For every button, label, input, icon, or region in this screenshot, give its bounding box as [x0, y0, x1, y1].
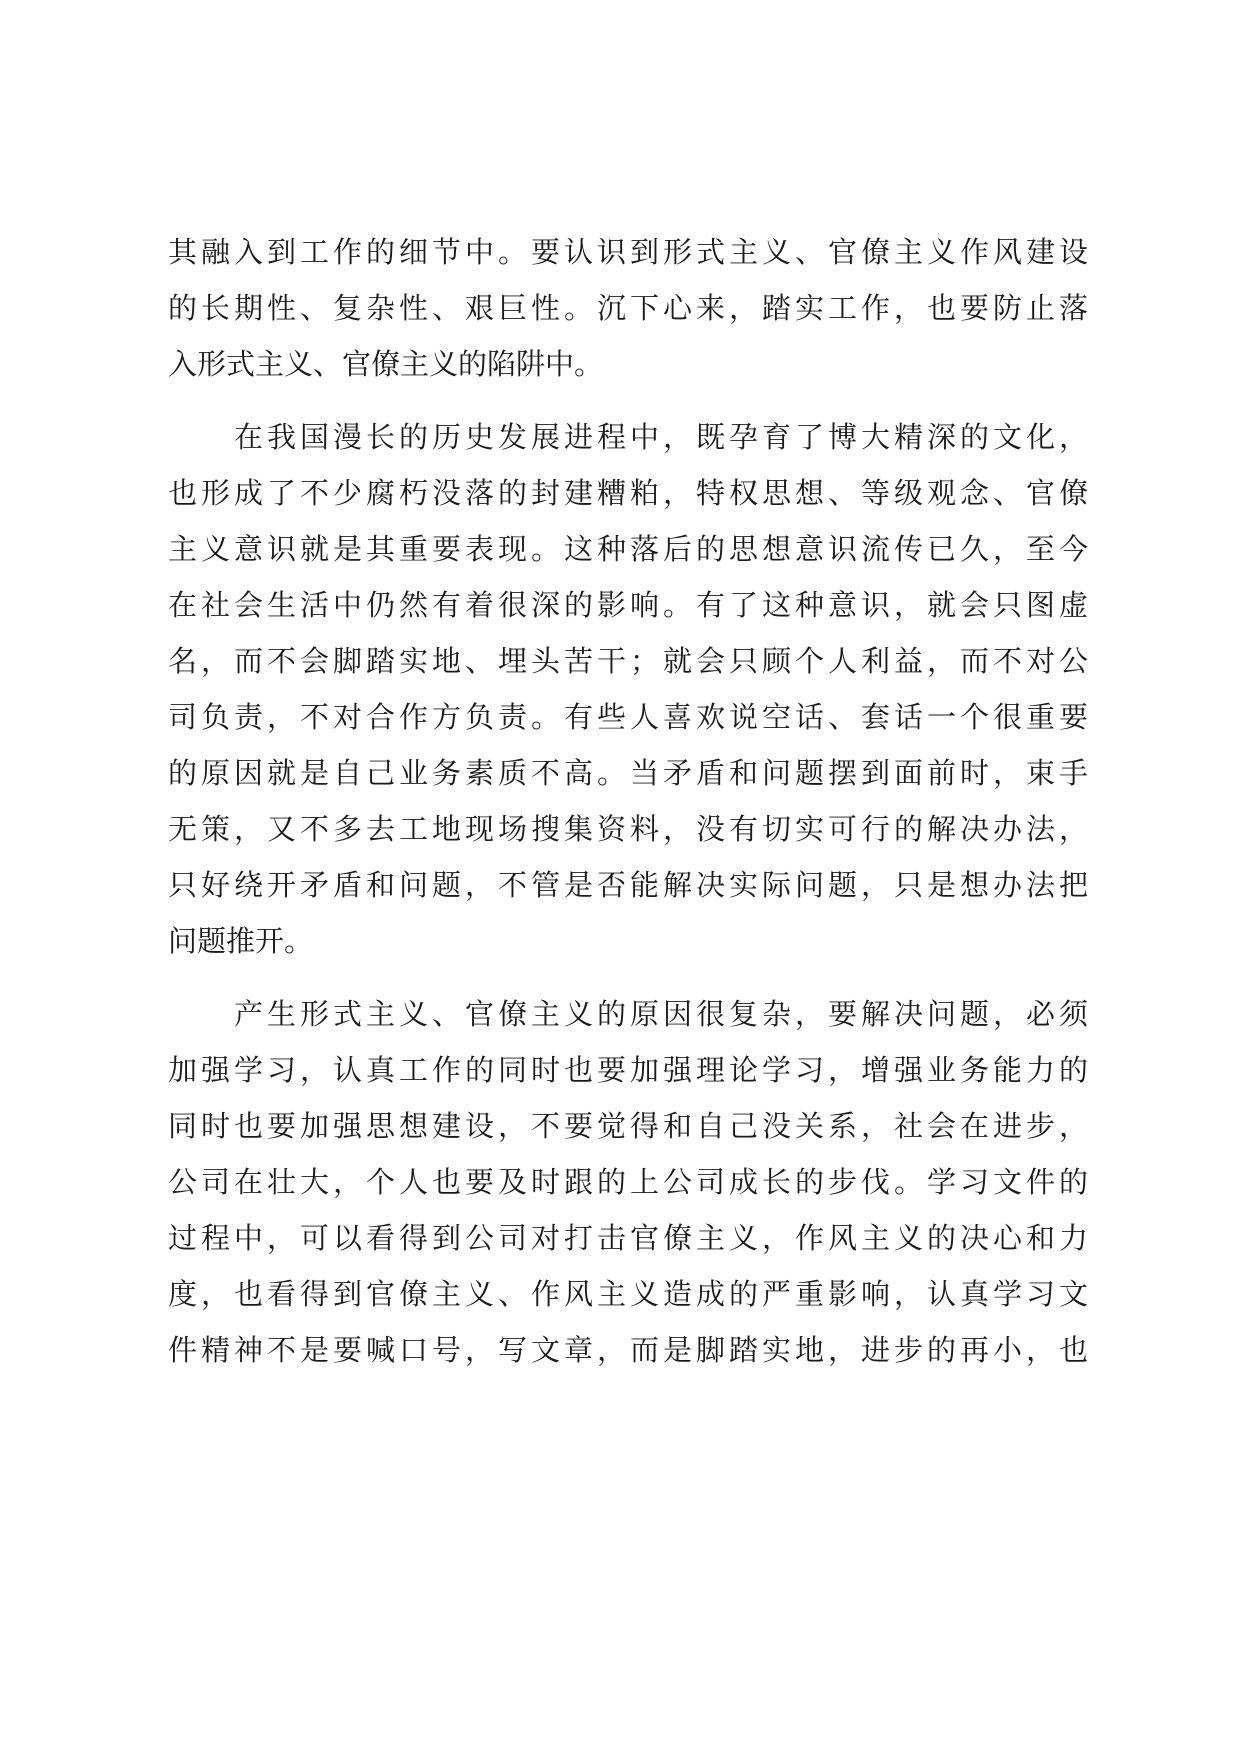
paragraph-3 [168, 986, 1088, 1378]
text-line: 产生形式主义、官僚主义的原因很复杂，要解决问题，必须 [234, 997, 1088, 1031]
document-body [168, 224, 1088, 1378]
text-line: 只好绕开矛盾和问题，不管是否能解决实际问题，只是想办法把 [168, 868, 1088, 902]
text-line: 加强学习，认真工作的同时也要加强理论学习，增强业务能力的 [168, 1053, 1088, 1087]
text-line: 其融入到工作的细节中。要认识到形式主义、官僚主义作风建设 [168, 235, 1088, 269]
paragraph-1 [168, 224, 1088, 392]
paragraph-spacing [168, 392, 1088, 409]
text-line: 入形式主义、官僚主义的陷阱中。 [168, 347, 604, 381]
text-line: 司负责，不对合作方负责。有些人喜欢说空话、套话一个很重要 [168, 700, 1088, 734]
paragraph-2 [168, 409, 1088, 969]
paragraph-spacing [168, 969, 1088, 986]
text-line: 也形成了不少腐朽没落的封建糟粕，特权思想、等级观念、官僚 [168, 476, 1088, 510]
text-line: 件精神不是要喊口号，写文章，而是脚踏实地，进步的再小，也 [168, 1333, 1088, 1367]
text-line: 公司在壮大，个人也要及时跟的上公司成长的步伐。学习文件的 [168, 1165, 1088, 1199]
text-line: 问题推开。 [168, 924, 314, 958]
text-line: 在我国漫长的历史发展进程中，既孕育了博大精深的文化， [234, 420, 1088, 454]
text-line: 的长期性、复杂性、艰巨性。沉下心来，踏实工作，也要防止落 [168, 291, 1088, 325]
text-line: 主义意识就是其重要表现。这种落后的思想意识流传已久，至今 [168, 532, 1088, 566]
text-line: 在社会生活中仍然有着很深的影响。有了这种意识，就会只图虚 [168, 588, 1088, 622]
text-line: 度，也看得到官僚主义、作风主义造成的严重影响，认真学习文 [168, 1277, 1088, 1311]
text-line: 名，而不会脚踏实地、埋头苦干；就会只顾个人利益，而不对公 [168, 644, 1088, 678]
text-line: 无策，又不多去工地现场搜集资料，没有切实可行的解决办法， [168, 812, 1088, 846]
text-line: 同时也要加强思想建设，不要觉得和自己没关系，社会在进步， [168, 1109, 1088, 1143]
text-line: 的原因就是自己业务素质不高。当矛盾和问题摆到面前时，束手 [168, 756, 1088, 790]
text-line: 过程中，可以看得到公司对打击官僚主义，作风主义的决心和力 [168, 1221, 1088, 1255]
